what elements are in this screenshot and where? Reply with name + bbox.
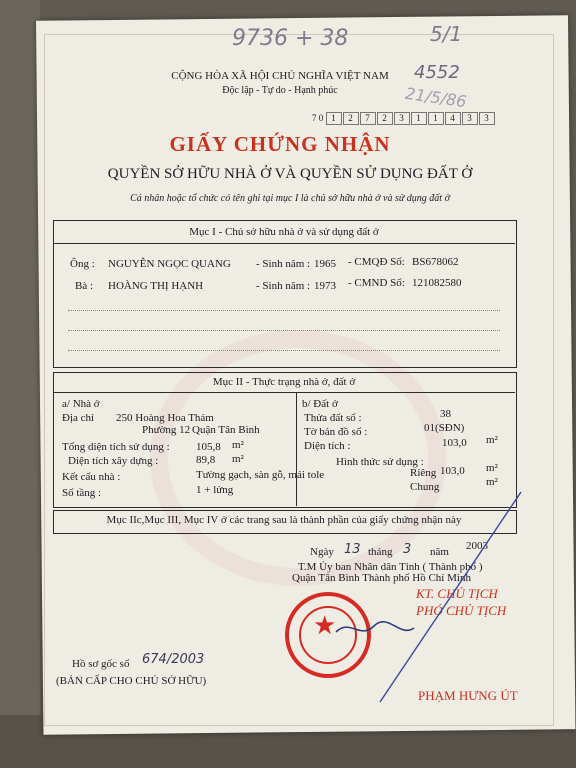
structure-label: Kết cấu nhà : [62,471,121,483]
land-area: 103,0 [442,437,467,449]
role-vice-chairman-prefix: KT. CHỦ TỊCH [416,586,498,601]
date-month-label: tháng [368,546,393,558]
section2-heading: Mục II - Thực trạng nhà ở, đất ở [212,376,356,388]
date-day-label: Ngày [310,546,334,558]
private-unit: m² [486,462,498,474]
section1-heading: Mục I - Chủ sở hữu nhà ở và sử dụng đất ở [189,226,379,238]
divider [53,243,515,244]
map-number: 01(SĐN) [424,422,465,434]
floors-label: Số tầng : [62,487,102,499]
star-icon: ★ [313,611,337,640]
total-area-label: Tổng diện tích sử dụng : [62,441,170,453]
area-label: Diện tích : [304,440,351,452]
district: Quận Tân Bình [192,424,260,436]
handwritten-note: 21/5/86 [403,83,468,112]
date-day: 13 [344,542,361,557]
record-number: 674/2003 [142,652,205,667]
authority-line1: T.M Ủy ban Nhân dân Tỉnh ( Thành phố ) [298,561,483,573]
built-area: 89,8 [196,454,216,466]
blank-line [68,350,500,351]
serial-digit: 2 [377,112,393,125]
authority-line2: Quận Tân Bình Thành phố Hồ Chí Minh [292,572,471,584]
blank-line [68,310,500,311]
private-label: Riêng [410,467,437,479]
nation-title: CỘNG HÒA XÃ HỘI CHỦ NGHĨA VIỆT NAM [171,70,389,82]
address-label: Địa chỉ [62,412,95,424]
lot-label: Thửa đất số : [304,412,362,424]
shared-label: Chung [410,481,440,493]
handwritten-fraction: 5/1 [430,22,463,46]
serial-digit: 7 [360,112,376,125]
handwritten-code: 4552 [414,62,460,83]
record-label: Hồ sơ gốc số [72,658,130,670]
built-area-label: Diện tích xây dựng : [68,455,159,467]
lot-number: 38 [440,408,451,420]
document-subtitle: QUYỀN SỞ HỮU NHÀ Ở VÀ QUYỀN SỬ DỤNG ĐẤT Ở [107,166,473,182]
blank-line [68,330,500,331]
copy-note: (BẢN CẤP CHO CHỦ SỞ HỮU) [56,675,207,687]
serial-prefix: 7 0 [312,113,324,123]
total-area: 105,8 [196,441,221,453]
role-vice-chairman: PHÓ CHỦ TỊCH [416,603,507,618]
owner1-id: BS678062 [412,256,459,268]
handwritten-number: 9736 + 38 [232,26,349,51]
private-area: 103,0 [440,465,465,477]
owner1-birth-label: - Sinh năm : [256,258,311,270]
serial-digit: 1 [411,112,427,125]
intro-text: Cá nhân hoặc tổ chức có tên ghi tại mục I là chủ sở hữu nhà ở và sử dụng đất ở [130,193,450,204]
ward: Phường 12 [142,424,191,436]
date-month: 3 [403,542,412,557]
total-area-unit: m² [232,439,244,451]
structure: Tường gạch, sàn gỗ, mái tole [196,469,325,481]
address: 250 Hoàng Hoa Thám [116,412,214,424]
document-title: GIẤY CHỨNG NHẬN [169,132,391,156]
date-year-label: năm [430,546,449,558]
serial-digit: 4 [445,112,461,125]
floors: 1 + lửng [196,484,234,496]
owner2-name: HOÀNG THỊ HẠNH [108,280,204,292]
house-label: a/ Nhà ở [62,398,100,410]
serial-digit: 3 [479,112,495,125]
land-label: b/ Đất ở [302,398,338,410]
land-area-unit: m² [486,434,498,446]
divider [53,392,515,393]
signer-name: PHẠM HƯNG ÚT [418,688,518,703]
serial-digit: 3 [462,112,478,125]
background-left [0,0,40,768]
owner2-id-label: - CMND Số: [348,277,405,289]
owner2-id: 121082580 [412,277,462,289]
date-year: 2003 [466,540,488,552]
owner1-id-label: - CMQĐ Số: [348,256,405,268]
serial-digit: 1 [326,112,342,125]
owner2-title: Bà : [75,280,94,292]
serial-digit: 1 [428,112,444,125]
serial-digit: 3 [394,112,410,125]
owner2-birth: 1973 [314,280,336,292]
owner1-row [70,258,95,270]
usage-label: Hình thức sử dụng : [336,456,424,468]
motto: Độc lập - Tự do - Hạnh phúc [222,85,338,96]
column-divider [296,392,297,506]
shared-unit: m² [486,476,498,488]
footer-note: Mục IIc,Mục III, Mục IV ở các trang sau là thành phần của giấy chứng nhận này [106,514,462,526]
built-area-unit: m² [232,453,244,465]
owner1-name: NGUYỄN NGỌC QUANG [108,258,231,270]
owner1-title: Ông : [70,258,95,270]
serial-digit: 2 [343,112,359,125]
pen-line [376,488,526,708]
owner1-birth: 1965 [314,258,336,270]
map-label: Tờ bản đồ số : [304,426,368,438]
owner2-birth-label: - Sinh năm : [256,280,311,292]
serial-number [312,112,496,125]
